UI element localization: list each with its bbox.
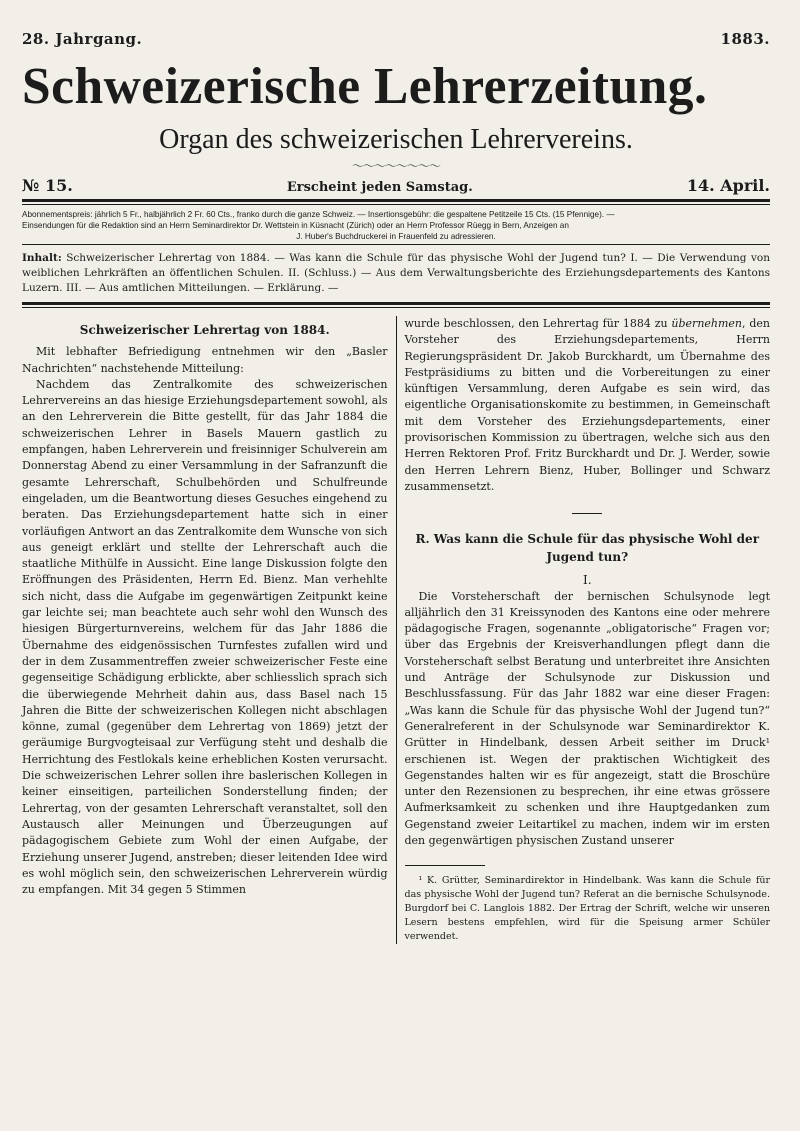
article-continuation [405,316,771,495]
issue-frequency: Erscheint jeden Samstag. [286,180,473,195]
table-of-contents [22,251,770,296]
masthead-title: Schweizerische Lehrerzeitung. [22,58,708,115]
advert-line: J. Huber's Buchdruckerei in Frauenfeld zu adressieren. [296,232,496,241]
rule-divider [22,244,770,245]
left-column [22,316,397,944]
section-number: I. [582,573,592,588]
issue-date: 14. April. [686,176,770,195]
article-separator [572,513,602,514]
continuation-text-1: wurde beschlossen, den Lehrertag für 1884 zu [404,317,672,330]
issue-number: № 15. [22,176,73,195]
contents-label: Inhalt: [22,252,62,264]
contents-text: Schweizerischer Lehrertag von 1884. — Was kann die Schule für das physische Wohl der Jugend tun? I. — Die Verwendung von weiblichen Lehrkräften an öffentlichen Schulen. II. (Schluss.) — Aus dem Verwaltungsberichte des Erziehungsdepartements des Kantons Luzern. III. — Aus amtlichen Mitteilungen. — Erklärung. — [22,252,770,294]
footnote-rule [405,865,485,866]
columns-inner [22,307,770,944]
top-line [22,30,770,48]
masthead-subtitle: Organ des schweizerischen Lehrervereins. [159,124,633,155]
right-column [397,316,771,944]
article-title: Schweizerischer Lehrertag von 1884. [79,323,330,337]
volume-label: 28. Jahrgang. [22,30,143,48]
issue-row [22,176,770,195]
subscription-info [22,209,770,242]
article-paragraph: Die Vorsteherschaft der bernischen Schulsynode legt alljährlich den 31 Kreissynoden des Kantons eine oder mehrere pädagogische Fragen, sogenannte „obligatorische“ Fragen vor; über das Ergebnis der Kreisverhandlungen pflegt dann die Vorsteherschaft selbst Beratung und unterbreitet ihre Ansichten und Anträge der Schulsynode zur Diskussion und Beschlussfassung. Für das Jahr 1882 war eine dieser Fragen: „Was kann die Schule für das physische Wohl der Jugend tun?“ Generalreferent in der Schulsynode war Seminardirektor K. Grütter in Hindelbank, dessen Arbeit seither im Druck¹ erschienen ist. Wegen der praktischen Wichtigkeit des Gegenstandes halten wir es für angezeigt, statt die Broschüre unter den Rezensionen zu besprechen, ihr eine etwas grössere Aufmerksamkeit zu schenken und ihre Hauptgedanken zum Gegenstand zweier Leitartikel zu machen, indem wir im ersten den gegenwärtigen physischen Zustand unserer [404,589,770,848]
rule-divider [22,199,770,202]
submission-line: Einsendungen für die Redaktion sind an Herrn Seminardirektor Dr. Wettstein in Küsnacht (Zürich) oder an Herrn Professor Rüegg in Bern, Anzeigen an [22,221,569,230]
article-paragraph: Mit lebhafter Befriedigung entnehmen wir den „Basler Nachrichten“ nachstehende Mitteilung: [22,345,388,375]
rule-divider [22,204,770,205]
article-title: R. Was kann die Schule für das physische Wohl der Jugend tun? [415,532,760,565]
subscription-line: Abonnementspreis: jährlich 5 Fr., halbjährlich 2 Fr. 60 Cts., franko durch die ganze Schweiz. — Insertionsgebühr: die gespaltene Petitzeile 15 Cts. (15 Pfennige). — [22,210,615,219]
year-label: 1883. [720,30,770,48]
ornament-divider: 〜〜〜〜〜〜〜〜 [351,159,440,173]
newspaper-page [22,30,770,944]
article-paragraph: Nachdem das Zentralkomite des schweizerischen Lehrervereins an das hiesige Erziehungsdepartement sowohl, als an den Lehrerverein die Bitte gestellt, für das Jahr 1884 die schweizerischen Lehrer in Basels Mauern gastlich zu empfangen, haben Lehrerverein und freisinniger Schulverein am Donnerstag Abend zu einer Versammlung in der Safranzunft die gesamte Lehrerschaft, Schulbehörden und Schulfreunde eingeladen, um die Beantwortung dieses Gesuches eingehend zu beraten. Das Erziehungsdepartement hatte sich in einer vorläufigen Antwort an das Zentralkomite dem Wunsche von sich aus geneigt erklärt und stellte der Lehrerschaft auch die staatliche Mithülfe in Aussicht. Eine lange Diskussion folgte den Eröffnungen des Präsidenten, Herrn Ed. Bienz. Man verhehlte sich nicht, dass die Aufgabe im gegenwärtigen Zeitpunkt keine gar leichte sei; man beachtete auch sehr wohl den Wunsch des hiesigen Bürgerturnvereins, welchem für das Jahr 1886 die Übernahme des eidgenössischen Turnfestes zufallen wird und der in dem Zusammentreffen zweier schweizerischer Feste eine gegenseitige Schädigung erblickte, aber schliesslich sprach sich die überwiegende Mehrheit dahin aus, dass Basel nach 15 Jahren die Bitte der schweizerischen Kollegen nicht abschlagen könne, zumal (gegenüber dem Lehrertag von 1869) jetzt der geräumige Burgvogteisaal zur Verfügung steht und deshalb die Herrichtung des Festlokals keine erheblichen Kosten verursacht. Die schweizerischen Lehrer sollen ihre baslerischen Kollegen in keiner einseitigen, parteilichen Sonderstellung finden; der Lehrertag, von der gesamten Lehrerschaft veranstaltet, soll den Austausch aller Meinungen und Überzeugungen auf pädagogischem Gebiete zum Wohl der einen Aufgabe, der Erziehung unserer Jugend, anstreben; dieser leitenden Idee wird es wohl möglich sein, den schweizerischen Lehrerverein würdig zu empfangen. Mit 34 gegen 5 Stimmen [22,377,388,897]
footnote: ¹ K. Grütter, Seminardirektor in Hindelbank. Was kann die Schule für das physische Wohl der Jugend tun? Referat an die bernische Schulsynode. Burgdorf bei C. Langlois 1882. Der Ertrag der Schrift, welche wir unseren Lesern bestens empfehlen, wird für die Speisung armer Schüler verwendet. [404,875,770,943]
columns-wrapper [22,302,770,944]
continuation-italic: übernehmen [671,317,743,330]
continuation-text-2: , den Vorsteher des Erziehungsdepartements, Herrn Regierungspräsident Dr. Jakob Burckhardt, um Übernahme des Festpräsidiums zu bitten und die Vorbereitungen zu einer künftigen Versammlung, deren Aufgabe es sein wird, das eigentliche Organisationskomite zu bestimmen, in Gemeinschaft mit dem Vorsteher des Erziehungsdepartements, einer provisorischen Kommission zu übertragen, welche sich aus den Herren Rektoren Prof. Fritz Burckhardt und Dr. J. Werder, sowie den Herren Lehrern Bienz, Huber, Bollinger und Schwarz zusammensetzt. [404,317,770,493]
